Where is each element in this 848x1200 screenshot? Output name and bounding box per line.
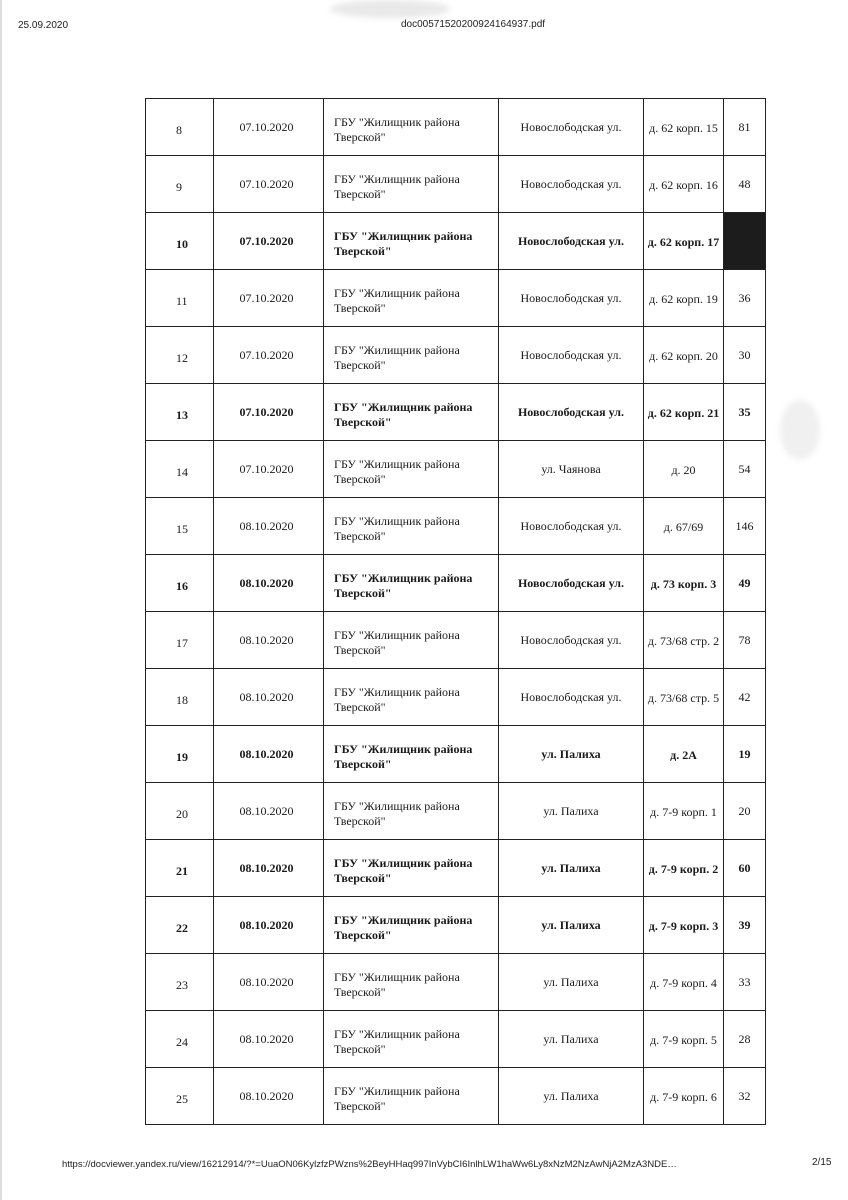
cell-date: 08.10.2020: [214, 669, 324, 726]
cell-street: ул. Чаянова: [499, 441, 644, 498]
print-date: 25.09.2020: [18, 20, 69, 31]
cell-organization: ГБУ "Жилищник района Тверской": [324, 327, 499, 384]
cell-house: д. 7-9 корп. 3: [644, 897, 724, 954]
cell-house: д. 62 корп. 21: [644, 384, 724, 441]
table-row: [146, 612, 766, 669]
table-row: [146, 783, 766, 840]
cell-house: д. 7-9 корп. 5: [644, 1011, 724, 1068]
cell-quantity: 60: [724, 840, 766, 897]
cell-street: Новослободская ул.: [499, 327, 644, 384]
cell-date: 07.10.2020: [214, 99, 324, 156]
table-row: [146, 213, 766, 270]
cell-street: Новослободская ул.: [499, 498, 644, 555]
cell-street: ул. Палиха: [499, 1011, 644, 1068]
table-row: [146, 1068, 766, 1125]
cell-street: ул. Палиха: [499, 897, 644, 954]
row-number: 15: [146, 498, 214, 555]
cell-organization: ГБУ "Жилищник района Тверской": [324, 555, 499, 612]
table-row: [146, 441, 766, 498]
row-number: 14: [146, 441, 214, 498]
row-number: 10: [146, 213, 214, 270]
table-row: [146, 156, 766, 213]
row-number: 20: [146, 783, 214, 840]
table-row: [146, 897, 766, 954]
table-row: [146, 555, 766, 612]
schedule-table: [145, 98, 766, 1125]
cell-date: 08.10.2020: [214, 612, 324, 669]
cell-organization: ГБУ "Жилищник района Тверской": [324, 99, 499, 156]
cell-quantity: 32: [724, 1068, 766, 1125]
cell-house: д. 7-9 корп. 2: [644, 840, 724, 897]
cell-street: ул. Палиха: [499, 783, 644, 840]
cell-quantity: 81: [724, 99, 766, 156]
cell-quantity: 42: [724, 669, 766, 726]
row-number: 19: [146, 726, 214, 783]
cell-date: 08.10.2020: [214, 840, 324, 897]
row-number: 17: [146, 612, 214, 669]
cell-date: 08.10.2020: [214, 897, 324, 954]
cell-quantity: 30: [724, 327, 766, 384]
cell-street: ул. Палиха: [499, 726, 644, 783]
cell-house: д. 62 корп. 15: [644, 99, 724, 156]
cell-organization: ГБУ "Жилищник района Тверской": [324, 954, 499, 1011]
cell-quantity: 19: [724, 726, 766, 783]
table-row: [146, 1011, 766, 1068]
document-url: https://docviewer.yandex.ru/view/16212914/?*=UuaON06KylzfzPWzns%2BeyHHaq997InVybCI6InlhLW1haWw6Ly8xNzM2NzAwNjA2MzA3NDE…: [62, 1159, 677, 1170]
cell-house: д. 20: [644, 441, 724, 498]
cell-organization: ГБУ "Жилищник района Тверской": [324, 726, 499, 783]
cell-date: 08.10.2020: [214, 555, 324, 612]
table-row: [146, 99, 766, 156]
row-number: 22: [146, 897, 214, 954]
cell-house: д. 62 корп. 20: [644, 327, 724, 384]
cell-street: Новослободская ул.: [499, 270, 644, 327]
row-number: 16: [146, 555, 214, 612]
cell-organization: ГБУ "Жилищник района Тверской": [324, 213, 499, 270]
cell-house: д. 62 корп. 16: [644, 156, 724, 213]
row-number: 12: [146, 327, 214, 384]
cell-organization: ГБУ "Жилищник района Тверской": [324, 840, 499, 897]
cell-quantity: 146: [724, 498, 766, 555]
cell-street: Новослободская ул.: [499, 213, 644, 270]
cell-quantity: 33: [724, 954, 766, 1011]
cell-date: 07.10.2020: [214, 270, 324, 327]
cell-street: Новослободская ул.: [499, 555, 644, 612]
cell-organization: ГБУ "Жилищник района Тверской": [324, 156, 499, 213]
cell-date: 08.10.2020: [214, 954, 324, 1011]
row-number: 21: [146, 840, 214, 897]
table-row: [146, 327, 766, 384]
table-row: [146, 669, 766, 726]
row-number: 24: [146, 1011, 214, 1068]
row-number: 9: [146, 156, 214, 213]
cell-street: Новослободская ул.: [499, 669, 644, 726]
table-row: [146, 840, 766, 897]
cell-organization: ГБУ "Жилищник района Тверской": [324, 1011, 499, 1068]
cell-date: 07.10.2020: [214, 384, 324, 441]
table-row: [146, 726, 766, 783]
scan-left-edge: [0, 0, 2, 1200]
cell-date: 08.10.2020: [214, 498, 324, 555]
cell-quantity: [724, 213, 766, 270]
document-filename: doc00571520200924164937.pdf: [401, 19, 546, 30]
cell-organization: ГБУ "Жилищник района Тверской": [324, 783, 499, 840]
table-row: [146, 270, 766, 327]
cell-date: 08.10.2020: [214, 783, 324, 840]
cell-quantity: 36: [724, 270, 766, 327]
cell-street: Новослободская ул.: [499, 156, 644, 213]
cell-house: д. 73/68 стр. 2: [644, 612, 724, 669]
cell-quantity: 54: [724, 441, 766, 498]
cell-organization: ГБУ "Жилищник района Тверской": [324, 270, 499, 327]
cell-house: д. 67/69: [644, 498, 724, 555]
cell-house: д. 62 корп. 17: [644, 213, 724, 270]
table-row: [146, 954, 766, 1011]
page-number: 2/15: [812, 1157, 832, 1168]
cell-date: 08.10.2020: [214, 1011, 324, 1068]
cell-house: д. 2А: [644, 726, 724, 783]
row-number: 18: [146, 669, 214, 726]
cell-house: д. 73 корп. 3: [644, 555, 724, 612]
cell-organization: ГБУ "Жилищник района Тверской": [324, 612, 499, 669]
table-row: [146, 384, 766, 441]
cell-quantity: 20: [724, 783, 766, 840]
cell-quantity: 39: [724, 897, 766, 954]
schedule-table-body: [146, 99, 766, 1125]
cell-house: д. 7-9 корп. 1: [644, 783, 724, 840]
cell-street: ул. Палиха: [499, 840, 644, 897]
cell-organization: ГБУ "Жилищник района Тверской": [324, 441, 499, 498]
cell-street: ул. Палиха: [499, 954, 644, 1011]
cell-date: 07.10.2020: [214, 327, 324, 384]
row-number: 8: [146, 99, 214, 156]
row-number: 13: [146, 384, 214, 441]
cell-quantity: 78: [724, 612, 766, 669]
scan-smudge: [780, 400, 820, 460]
cell-street: ул. Палиха: [499, 1068, 644, 1125]
cell-date: 07.10.2020: [214, 213, 324, 270]
cell-quantity: 28: [724, 1011, 766, 1068]
scan-smudge: [330, 0, 450, 18]
cell-organization: ГБУ "Жилищник района Тверской": [324, 1068, 499, 1125]
cell-organization: ГБУ "Жилищник района Тверской": [324, 897, 499, 954]
row-number: 23: [146, 954, 214, 1011]
cell-organization: ГБУ "Жилищник района Тверской": [324, 384, 499, 441]
cell-house: д. 73/68 стр. 5: [644, 669, 724, 726]
cell-house: д. 7-9 корп. 6: [644, 1068, 724, 1125]
row-number: 11: [146, 270, 214, 327]
cell-quantity: 49: [724, 555, 766, 612]
row-number: 25: [146, 1068, 214, 1125]
cell-house: д. 7-9 корп. 4: [644, 954, 724, 1011]
cell-date: 07.10.2020: [214, 441, 324, 498]
cell-organization: ГБУ "Жилищник района Тверской": [324, 669, 499, 726]
cell-date: 08.10.2020: [214, 1068, 324, 1125]
cell-quantity: 35: [724, 384, 766, 441]
cell-street: Новослободская ул.: [499, 612, 644, 669]
cell-date: 07.10.2020: [214, 156, 324, 213]
cell-street: Новослободская ул.: [499, 99, 644, 156]
cell-house: д. 62 корп. 19: [644, 270, 724, 327]
table-row: [146, 498, 766, 555]
cell-organization: ГБУ "Жилищник района Тверской": [324, 498, 499, 555]
cell-date: 08.10.2020: [214, 726, 324, 783]
cell-quantity: 48: [724, 156, 766, 213]
cell-street: Новослободская ул.: [499, 384, 644, 441]
